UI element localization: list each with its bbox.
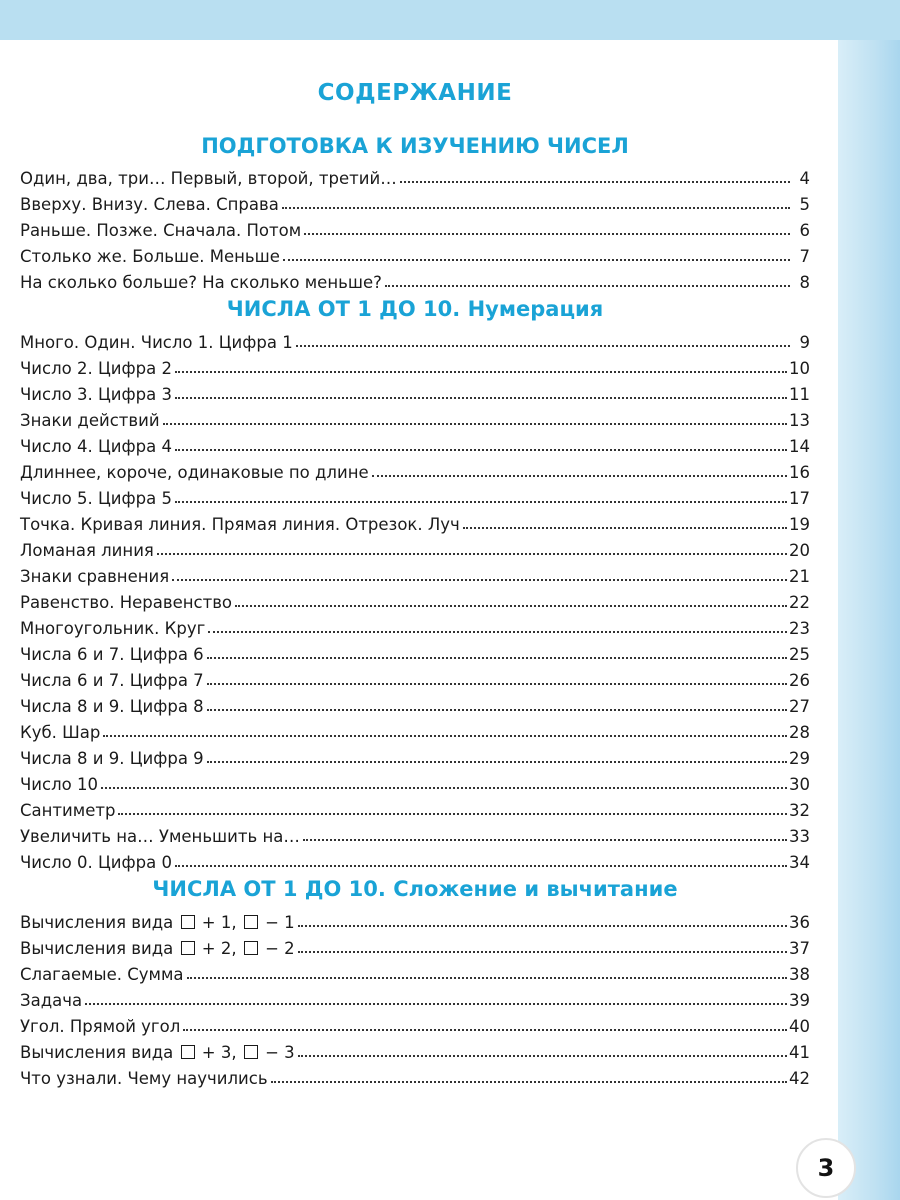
dot-leader (385, 284, 790, 287)
dot-leader (235, 604, 787, 607)
toc-entry[interactable] (20, 404, 810, 430)
toc-entry-page: 17 (789, 489, 810, 508)
toc-entry-title: Вверху. Внизу. Слева. Справа (20, 195, 279, 214)
toc-entry-page: 13 (789, 411, 810, 430)
toc-entry[interactable] (20, 430, 810, 456)
toc-entry[interactable] (20, 664, 810, 690)
toc-entry[interactable] (20, 906, 810, 932)
toc-entry[interactable] (20, 794, 810, 820)
toc-entry[interactable] (20, 508, 810, 534)
toc-entry[interactable] (20, 162, 810, 188)
toc-entry-page: 28 (789, 723, 810, 742)
section-heading-main: ЧИСЛА ОТ 1 ДО 10. (152, 877, 386, 901)
toc-entry-title: Много. Один. Число 1. Цифра 1 (20, 333, 293, 352)
toc-entry[interactable] (20, 214, 810, 240)
right-edge-strip (838, 40, 900, 1200)
dot-leader (175, 500, 787, 503)
toc-entry-page: 37 (789, 939, 810, 958)
section-heading-sub: Сложение и вычитание (393, 877, 678, 901)
dot-leader (372, 474, 787, 477)
toc-entry-page: 27 (789, 697, 810, 716)
dot-leader (298, 924, 787, 927)
toc-list-preparation (20, 162, 810, 292)
toc-entry-title-text: Вычисления вида (20, 913, 174, 932)
toc-entry[interactable] (20, 1062, 810, 1088)
toc-entry-page: 34 (789, 853, 810, 872)
section-heading-main: ПОДГОТОВКА К ИЗУЧЕНИЮ ЧИСЕЛ (201, 134, 629, 158)
dot-leader (303, 838, 787, 841)
empty-box-icon (244, 1045, 258, 1059)
toc-entry[interactable] (20, 1036, 810, 1062)
toc-entry-title: Увеличить на… Уменьшить на… (20, 827, 300, 846)
table-of-contents (20, 78, 810, 1088)
empty-box-icon (244, 915, 258, 929)
dot-leader (172, 578, 787, 581)
page-top-band (0, 0, 900, 40)
toc-entry-page: 25 (789, 645, 810, 664)
toc-entry[interactable] (20, 612, 810, 638)
dot-leader (298, 950, 787, 953)
toc-entry-title: Слагаемые. Сумма (20, 965, 184, 984)
toc-entry-title-text: Вычисления вида (20, 939, 174, 958)
toc-entry-page: 39 (789, 991, 810, 1010)
toc-entry-page: 8 (799, 273, 810, 292)
toc-entry-title: Число 4. Цифра 4 (20, 437, 172, 456)
toc-entry-page: 7 (799, 247, 810, 266)
toc-entry-title-text: + 3, (201, 1043, 237, 1062)
dot-leader (118, 812, 787, 815)
dot-leader (175, 370, 787, 373)
toc-entry[interactable] (20, 716, 810, 742)
toc-entry[interactable] (20, 846, 810, 872)
section-heading-addition-subtraction (20, 872, 810, 906)
dot-leader (103, 734, 787, 737)
toc-entry-page: 21 (789, 567, 810, 586)
toc-entry-title-text: Вычисления вида (20, 1043, 174, 1062)
toc-entry-title: Числа 8 и 9. Цифра 8 (20, 697, 204, 716)
toc-list-addition-subtraction (20, 906, 810, 1088)
section-heading-numeration (20, 292, 810, 326)
page-number-badge: 3 (796, 1138, 856, 1198)
toc-entry[interactable] (20, 240, 810, 266)
toc-entry-title: Числа 8 и 9. Цифра 9 (20, 749, 204, 768)
toc-entry-page: 6 (799, 221, 810, 240)
toc-entry-title: Раньше. Позже. Сначала. Потом (20, 221, 302, 240)
toc-entry-title: Число 3. Цифра 3 (20, 385, 172, 404)
toc-entry-title: Ломаная линия (20, 541, 154, 560)
dot-leader (282, 206, 790, 209)
dot-leader (207, 682, 787, 685)
page-title: СОДЕРЖАНИЕ (317, 80, 513, 106)
dot-leader (207, 656, 787, 659)
toc-entry[interactable] (20, 984, 810, 1010)
toc-entry-page: 29 (789, 749, 810, 768)
toc-entry-page: 9 (799, 333, 810, 352)
dot-leader (463, 526, 787, 529)
toc-entry-page: 32 (789, 801, 810, 820)
dot-leader (157, 552, 787, 555)
empty-box-icon (181, 1045, 195, 1059)
toc-entry[interactable] (20, 456, 810, 482)
toc-entry-title: На сколько больше? На сколько меньше? (20, 273, 382, 292)
toc-entry-page: 20 (789, 541, 810, 560)
section-heading-preparation (20, 130, 810, 162)
empty-box-icon (181, 915, 195, 929)
toc-entry-page: 23 (789, 619, 810, 638)
dot-leader (175, 864, 787, 867)
toc-entry[interactable] (20, 352, 810, 378)
toc-entry-title: Число 2. Цифра 2 (20, 359, 172, 378)
toc-entry-page: 26 (789, 671, 810, 690)
toc-entry[interactable] (20, 638, 810, 664)
toc-entry[interactable] (20, 266, 810, 292)
toc-entry-title: Числа 6 и 7. Цифра 6 (20, 645, 204, 664)
section-heading-sub: Нумерация (467, 297, 604, 321)
toc-entry-page: 4 (799, 169, 810, 188)
toc-entry-title: Точка. Кривая линия. Прямая линия. Отрезок. Луч (20, 515, 460, 534)
toc-entry[interactable] (20, 690, 810, 716)
dot-leader (208, 630, 787, 633)
dot-leader (298, 1054, 787, 1057)
toc-entry-title-text: − 2 (265, 939, 295, 958)
toc-entry-title-text: + 2, (201, 939, 237, 958)
toc-list-numeration (20, 326, 810, 872)
toc-entry-title (20, 913, 295, 932)
toc-entry[interactable] (20, 188, 810, 214)
toc-entry-page: 40 (789, 1017, 810, 1036)
empty-box-icon (181, 941, 195, 955)
section-heading-main: ЧИСЛА ОТ 1 ДО 10. (226, 297, 461, 321)
toc-entry[interactable] (20, 1010, 810, 1036)
dot-leader (163, 422, 787, 425)
toc-entry-title: Что узнали. Чему научились (20, 1069, 268, 1088)
toc-entry-title: Задача (20, 991, 83, 1010)
dot-leader (175, 396, 787, 399)
dot-leader (183, 1028, 787, 1031)
dot-leader (271, 1080, 787, 1083)
toc-entry-page: 19 (789, 515, 810, 534)
toc-entry-page: 30 (789, 775, 810, 794)
toc-entry-title-text: − 3 (265, 1043, 295, 1062)
toc-entry-page: 16 (789, 463, 810, 482)
toc-entry-page: 42 (789, 1069, 810, 1088)
toc-entry-title: Число 0. Цифра 0 (20, 853, 172, 872)
dot-leader (283, 258, 790, 261)
toc-entry[interactable] (20, 768, 810, 794)
toc-entry-title-text: + 1, (201, 913, 237, 932)
toc-entry-title: Длиннее, короче, одинаковые по длине (20, 463, 369, 482)
toc-entry-page: 5 (799, 195, 810, 214)
toc-entry-page: 22 (789, 593, 810, 612)
toc-entry-title: Угол. Прямой угол (20, 1017, 181, 1036)
dot-leader (400, 180, 790, 183)
toc-entry[interactable] (20, 482, 810, 508)
dot-leader (207, 760, 787, 763)
toc-entry-page: 38 (789, 965, 810, 984)
toc-entry[interactable] (20, 534, 810, 560)
toc-entry-page: 11 (789, 385, 810, 404)
toc-entry-title: Равенство. Неравенство (20, 593, 233, 612)
dot-leader (304, 232, 790, 235)
dot-leader (207, 708, 787, 711)
dot-leader (101, 786, 787, 789)
toc-entry-title: Знаки сравнения (20, 567, 170, 586)
dot-leader (175, 448, 787, 451)
empty-box-icon (244, 941, 258, 955)
toc-entry[interactable] (20, 742, 810, 768)
toc-entry[interactable] (20, 560, 810, 586)
toc-entry-title: Сантиметр (20, 801, 116, 820)
dot-leader (296, 344, 790, 347)
toc-entry-title (20, 1043, 295, 1062)
toc-entry-title: Число 10 (20, 775, 98, 794)
toc-entry-page: 41 (789, 1043, 810, 1062)
toc-entry[interactable] (20, 326, 810, 352)
toc-entry-page: 36 (789, 913, 810, 932)
toc-entry-title: Куб. Шар (20, 723, 101, 742)
dot-leader (187, 976, 787, 979)
toc-entry[interactable] (20, 378, 810, 404)
toc-entry-title: Столько же. Больше. Меньше (20, 247, 280, 266)
toc-entry-title: Знаки действий (20, 411, 160, 430)
dot-leader (85, 1002, 787, 1005)
toc-entry-page: 33 (789, 827, 810, 846)
toc-entry[interactable] (20, 586, 810, 612)
toc-entry-title: Число 5. Цифра 5 (20, 489, 172, 508)
toc-entry-title (20, 939, 295, 958)
toc-entry[interactable] (20, 820, 810, 846)
toc-entry-title: Один, два, три… Первый, второй, третий… (20, 169, 397, 188)
toc-entry-title-text: − 1 (265, 913, 295, 932)
toc-entry-page: 14 (789, 437, 810, 456)
toc-entry-title: Числа 6 и 7. Цифра 7 (20, 671, 204, 690)
toc-entry-title: Многоугольник. Круг (20, 619, 206, 638)
toc-entry-page: 10 (789, 359, 810, 378)
toc-entry[interactable] (20, 932, 810, 958)
toc-entry[interactable] (20, 958, 810, 984)
